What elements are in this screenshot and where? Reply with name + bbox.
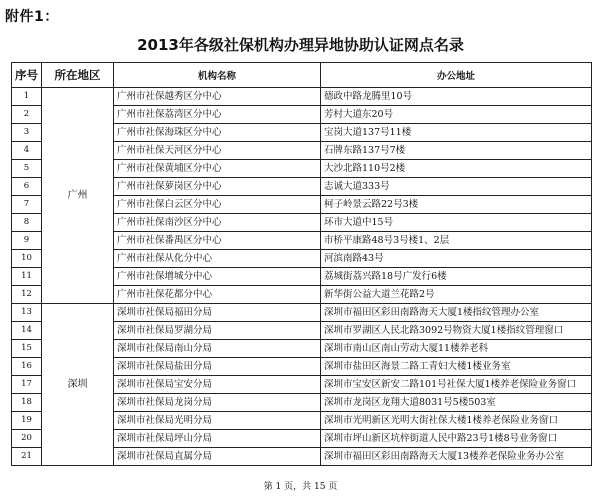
address-cell: 市桥平康路48号3号楼1、2层 <box>321 232 592 250</box>
row-number: 3 <box>12 124 42 142</box>
org-name-cell: 深圳市社保局坪山分局 <box>114 430 321 448</box>
table-row <box>12 88 592 106</box>
address-cell: 深圳市福田区彩田南路海天大厦13楼养老保险业务办公室 <box>321 448 592 466</box>
attachment-label: 附件1： <box>5 9 59 25</box>
row-number: 8 <box>12 214 42 232</box>
row-number: 2 <box>12 106 42 124</box>
table-row <box>12 304 592 322</box>
row-number: 20 <box>12 430 42 448</box>
org-name-cell: 广州市社保越秀区分中心 <box>114 88 321 106</box>
address-cell: 深圳市坪山新区坑梓街道人民中路23号1楼8号业务窗口 <box>321 430 592 448</box>
row-number: 6 <box>12 178 42 196</box>
row-number: 15 <box>12 340 42 358</box>
address-cell: 深圳市罗湖区人民北路3092号物资大厦1楼指纹管理窗口 <box>321 322 592 340</box>
row-number: 17 <box>12 376 42 394</box>
org-name-cell: 广州市社保花都分中心 <box>114 286 321 304</box>
page-footer: 第 1 页，共 15 页 <box>263 482 338 492</box>
address-cell: 德政中路龙腾里10号 <box>321 88 592 106</box>
address-cell: 环市大道中15号 <box>321 214 592 232</box>
office-directory-table <box>11 62 592 466</box>
org-name-cell: 深圳市社保局南山分局 <box>114 340 321 358</box>
table-header-row <box>12 63 592 88</box>
row-number: 18 <box>12 394 42 412</box>
row-number: 4 <box>12 142 42 160</box>
address-cell: 深圳市南山区南山劳动大厦11楼养老科 <box>321 340 592 358</box>
address-cell: 芳村大道东20号 <box>321 106 592 124</box>
row-number: 19 <box>12 412 42 430</box>
org-name-cell: 广州市社保海珠区分中心 <box>114 124 321 142</box>
row-number: 1 <box>12 88 42 106</box>
header-org-name: 机构名称 <box>114 63 321 88</box>
region-cell: 深圳 <box>42 304 114 466</box>
row-number: 13 <box>12 304 42 322</box>
address-cell: 志诚大道333号 <box>321 178 592 196</box>
address-cell: 新华街公益大道兰花路2号 <box>321 286 592 304</box>
row-number: 21 <box>12 448 42 466</box>
address-cell: 石牌东路137号7楼 <box>321 142 592 160</box>
org-name-cell: 广州市社保天河区分中心 <box>114 142 321 160</box>
address-cell: 深圳市龙岗区龙翔大道8031号5楼503室 <box>321 394 592 412</box>
row-number: 14 <box>12 322 42 340</box>
org-name-cell: 深圳市社保局罗湖分局 <box>114 322 321 340</box>
address-cell: 柯子岭景云路22号3楼 <box>321 196 592 214</box>
row-number: 10 <box>12 250 42 268</box>
address-cell: 深圳市光明新区光明大街社保大楼1楼养老保险业务窗口 <box>321 412 592 430</box>
row-number: 11 <box>12 268 42 286</box>
address-cell: 深圳市福田区彩田南路海天大厦1楼指纹管理办公室 <box>321 304 592 322</box>
org-name-cell: 广州市社保南沙区分中心 <box>114 214 321 232</box>
row-number: 5 <box>12 160 42 178</box>
org-name-cell: 广州市社保萝岗区分中心 <box>114 178 321 196</box>
header-address: 办公地址 <box>321 63 592 88</box>
header-seq: 序号 <box>12 63 42 88</box>
address-cell: 荔城街荔兴路18号广发行6楼 <box>321 268 592 286</box>
org-name-cell: 广州市社保番禺区分中心 <box>114 232 321 250</box>
org-name-cell: 深圳市社保局宝安分局 <box>114 376 321 394</box>
address-cell: 大沙北路110号2楼 <box>321 160 592 178</box>
org-name-cell: 广州市社保白云区分中心 <box>114 196 321 214</box>
region-cell: 广州 <box>42 88 114 304</box>
address-cell: 深圳市宝安区新安二路101号社保大厦1楼养老保险业务窗口 <box>321 376 592 394</box>
org-name-cell: 广州市社保黄埔区分中心 <box>114 160 321 178</box>
org-name-cell: 广州市社保荔湾区分中心 <box>114 106 321 124</box>
address-cell: 深圳市盐田区海景二路工青妇大楼1楼业务室 <box>321 358 592 376</box>
org-name-cell: 深圳市社保局龙岗分局 <box>114 394 321 412</box>
org-name-cell: 深圳市社保局直属分局 <box>114 448 321 466</box>
org-name-cell: 深圳市社保局光明分局 <box>114 412 321 430</box>
header-region: 所在地区 <box>42 63 114 88</box>
row-number: 12 <box>12 286 42 304</box>
org-name-cell: 广州市社保增城分中心 <box>114 268 321 286</box>
org-name-cell: 深圳市社保局福田分局 <box>114 304 321 322</box>
address-cell: 宝岗大道137号11楼 <box>321 124 592 142</box>
page-title: 2013年各级社保机构办理异地协助认证网点名录 <box>137 36 464 54</box>
row-number: 16 <box>12 358 42 376</box>
org-name-cell: 广州市社保从化分中心 <box>114 250 321 268</box>
org-name-cell: 深圳市社保局盐田分局 <box>114 358 321 376</box>
row-number: 9 <box>12 232 42 250</box>
address-cell: 河滨南路43号 <box>321 250 592 268</box>
row-number: 7 <box>12 196 42 214</box>
